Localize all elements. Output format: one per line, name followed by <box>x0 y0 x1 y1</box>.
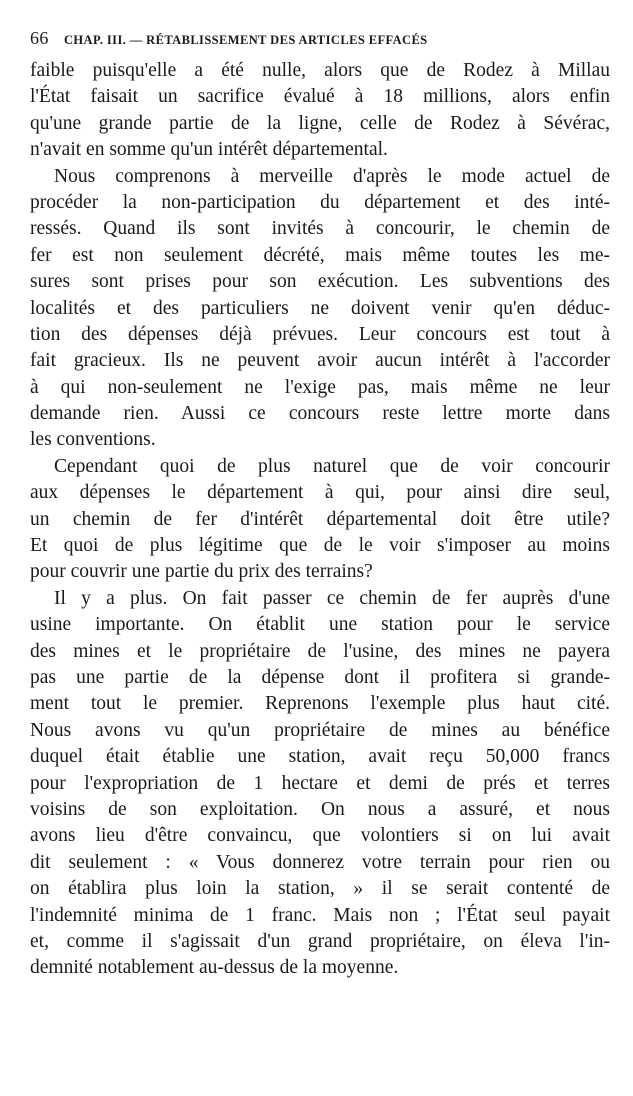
text-line: tion des dépenses déjà prévues. Leur concours est tout à <box>30 323 610 345</box>
text-line: localités et des particuliers ne doivent venir qu'en déduc- <box>30 297 610 319</box>
text-line: aux dépenses le département à qui, pour ainsi dire seul, <box>30 482 610 504</box>
paragraph-4 <box>30 586 610 982</box>
chapter-title: CHAP. III. — RÉTABLISSEMENT DES ARTICLES EFFACÉS <box>64 33 428 47</box>
text-line: Et quoi de plus légitime que de le voir s'imposer au moins <box>30 535 610 557</box>
page-number: 66 <box>30 28 49 48</box>
text-line: et, comme il s'agissait d'un grand propriétaire, on éleva l'in- <box>30 930 610 952</box>
text-line: fer est non seulement décrété, mais même toutes les me- <box>30 244 610 266</box>
text-line: un chemin de fer d'intérêt départemental doit être utile? <box>30 508 610 530</box>
text-line: avons lieu d'être convaincu, que volontiers si on lui avait <box>30 825 610 847</box>
text-line: l'État faisait un sacrifice évalué à 18 millions, alors enfin <box>30 86 610 108</box>
text-line: Nous comprenons à merveille d'après le mode actuel de <box>54 165 610 187</box>
text-line: faible puisqu'elle a été nulle, alors que de Rodez à Millau <box>30 60 610 81</box>
text-line: usine importante. On établit une station pour le service <box>30 614 610 636</box>
text-line: demande rien. Aussi ce concours reste lettre morte dans <box>30 403 610 425</box>
text-line: sures sont prises pour son exécution. Les subventions des <box>30 271 610 293</box>
text-line: à qui non-seulement ne l'exige pas, mais même ne leur <box>30 376 610 398</box>
text-line: fait gracieux. Ils ne peuvent avoir aucun intérêt à l'accorder <box>30 350 610 372</box>
text-line: on établira plus loin la station, » il se serait contenté de <box>30 878 610 900</box>
text-line: pour couvrir une partie du prix des terrains? <box>30 561 373 583</box>
paragraph-2 <box>30 164 610 454</box>
running-head <box>30 28 610 52</box>
text-line: des mines et le propriétaire de l'usine, des mines ne payera <box>30 640 610 662</box>
text-line: ressés. Quand ils sont invités à concourir, le chemin de <box>30 218 610 240</box>
text-line: les conventions. <box>30 429 156 451</box>
text-line: Nous avons vu qu'un propriétaire de mines au bénéfice <box>30 719 610 741</box>
text-line: l'indemnité minima de 1 franc. Mais non ; l'État seul payait <box>30 904 610 926</box>
text-line: n'avait en somme qu'un intérêt départemental. <box>30 139 388 161</box>
text-line: procéder la non-participation du département et des inté- <box>30 191 610 213</box>
text-line: ment tout le premier. Reprenons l'exemple plus haut cité. <box>30 693 610 715</box>
text-line: pas une partie de la dépense dont il profitera si grande- <box>30 666 610 688</box>
text-line: duquel était établie une station, avait reçu 50,000 francs <box>30 746 610 768</box>
text-line: Cependant quoi de plus naturel que de voir concourir <box>54 455 610 477</box>
text-line: voisins de son exploitation. On nous a assuré, et nous <box>30 798 610 820</box>
text-line: pour l'expropriation de 1 hectare et demi de prés et terres <box>30 772 610 794</box>
text-line: demnité notablement au-dessus de la moyenne. <box>30 957 399 979</box>
text-line: dit seulement : « Vous donnerez votre terrain pour rien ou <box>30 851 610 873</box>
body-text <box>30 58 610 982</box>
paragraph-3 <box>30 454 610 586</box>
text-line: Il y a plus. On fait passer ce chemin de fer auprès d'une <box>54 587 610 609</box>
text-line: qu'une grande partie de la ligne, celle de Rodez à Sévérac, <box>30 112 610 134</box>
paragraph-1 <box>30 58 610 164</box>
